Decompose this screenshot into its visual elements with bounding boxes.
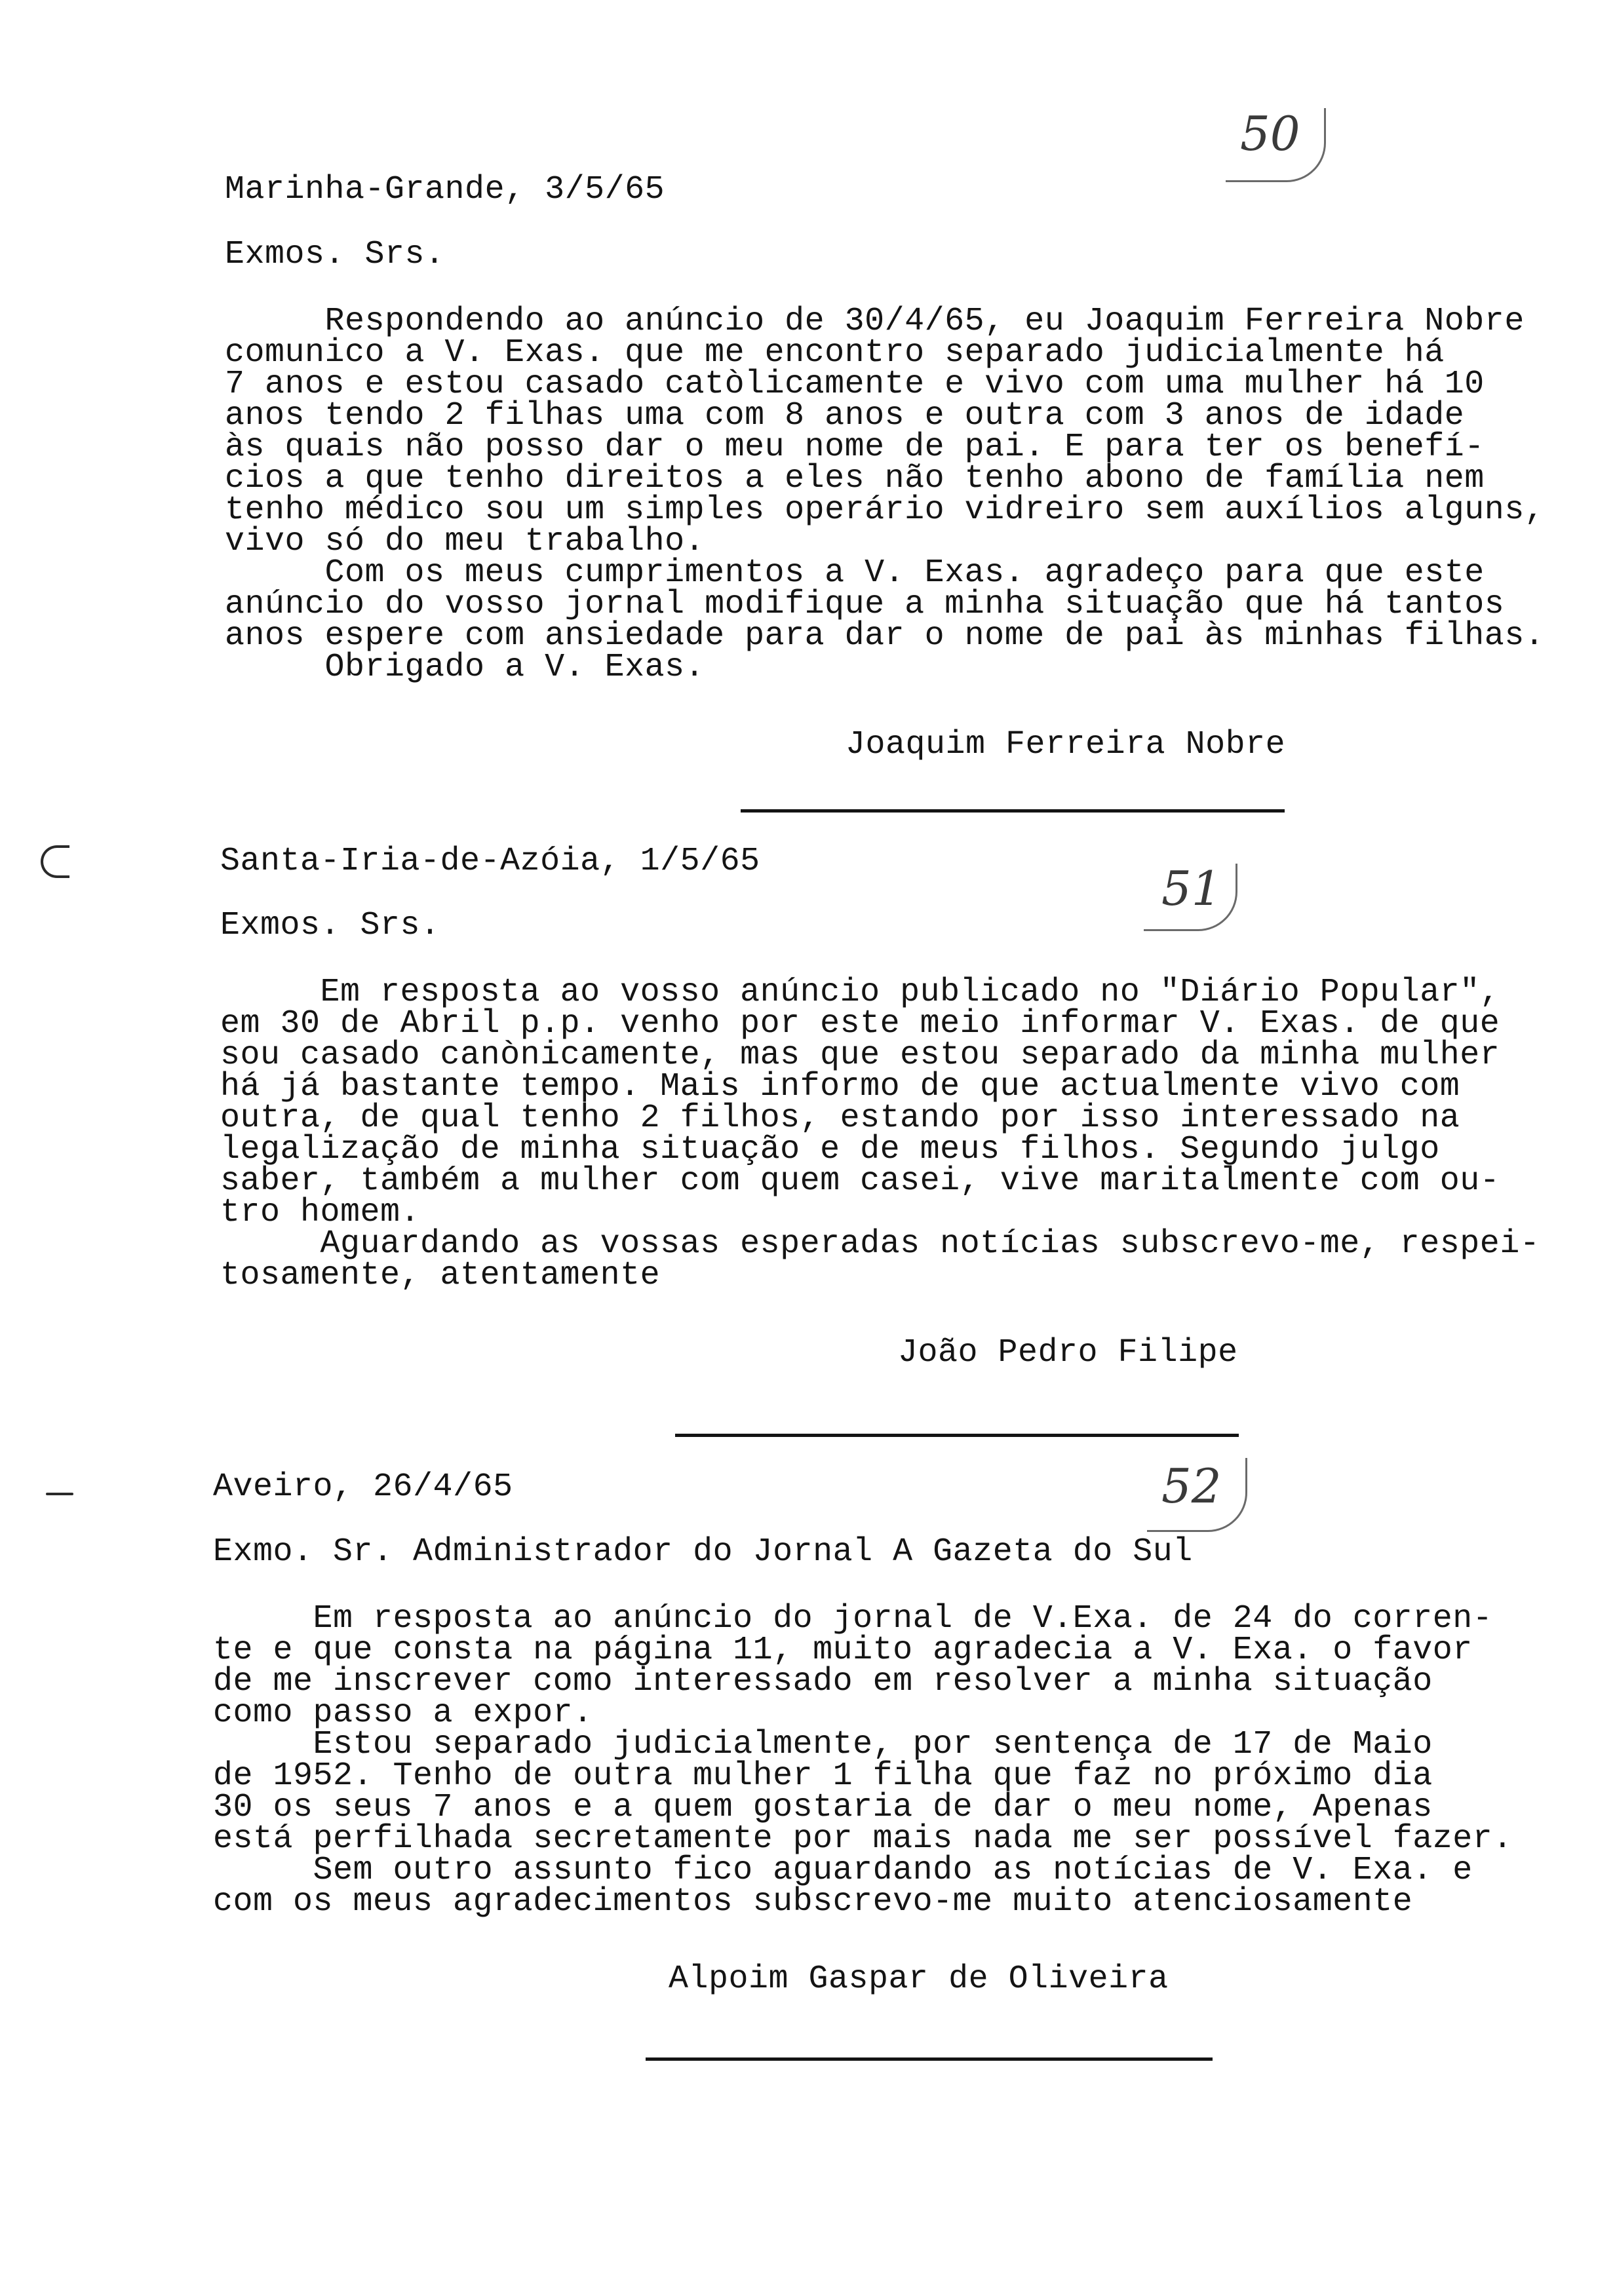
letter-1-body-line: tenho médico sou um simples operário vidreiro sem auxílios alguns, [225, 491, 1545, 529]
page-number-1: 50 [1240, 106, 1300, 161]
letter-2-place-date: Santa-Iria-de-Azóia, 1/5/65 [220, 843, 760, 880]
letter-1-body-line: anos espere com ansiedade para dar o nome de pai às minhas filhas. [225, 617, 1545, 655]
letter-3-body-line: te e que consta na página 11, muito agradecia a V. Exa. o favor [213, 1632, 1473, 1669]
letter-1-body-line: anúncio do vosso jornal modifique a minha situação que há tantos [225, 586, 1505, 623]
page-number-2-circle [1144, 861, 1237, 931]
letter-1-body-line: 7 anos e estou casado catòlicamente e vivo com uma mulher há 10 [225, 366, 1485, 403]
letter-2-body-line: tosamente, atentamente [220, 1257, 661, 1294]
letter-3-body-line: com os meus agradecimentos subscrevo-me muito atenciosamente [213, 1883, 1413, 1921]
letter-3-divider [646, 2057, 1213, 2061]
letter-2-signature: João Pedro Filipe [898, 1334, 1238, 1371]
letter-2-body-line: Em resposta ao vosso anúncio publicado no "Diário Popular", [220, 974, 1500, 1011]
letter-1-salutation: Exmos. Srs. [225, 236, 445, 273]
margin-bracket-mark [41, 845, 69, 878]
letter-2-divider [675, 1434, 1239, 1437]
page-number-1-circle [1226, 108, 1326, 182]
letter-3-body-line: de me inscrever como interessado em resolver a minha situação [213, 1663, 1433, 1700]
letter-1-body-line: comunico a V. Exas. que me encontro separado judicialmente há [225, 334, 1445, 372]
letter-1-body-line: Obrigado a V. Exas. [225, 649, 705, 686]
page-number-2: 51 [1161, 861, 1222, 916]
letter-3-body-line: Sem outro assunto fico aguardando as notícias de V. Exa. e [213, 1852, 1473, 1889]
letter-3-body-line: 30 os seus 7 anos e a quem gostaria de dar o meu nome, Apenas [213, 1789, 1433, 1826]
letter-2-body-line: há já bastante tempo. Mais informo de que actualmente vivo com [220, 1068, 1460, 1105]
page-number-3: 52 [1161, 1459, 1222, 1514]
letter-2-salutation: Exmos. Srs. [220, 907, 440, 944]
letter-1-place-date: Marinha-Grande, 3/5/65 [225, 171, 665, 208]
letter-3-body-line: como passo a expor. [213, 1694, 593, 1732]
letter-2-body-line: outra, de qual tenho 2 filhos, estando por isso interessado na [220, 1100, 1460, 1137]
letter-1-body-line: Com os meus cumprimentos a V. Exas. agradeço para que este [225, 554, 1485, 592]
letter-1-body-line: vivo só do meu trabalho. [225, 523, 705, 560]
letter-2-body-line: Aguardando as vossas esperadas notícias subscrevo-me, respei- [220, 1225, 1540, 1263]
letter-1-body-line: cios a que tenho direitos a eles não tenho abono de família nem [225, 460, 1485, 497]
letter-2-body-line: em 30 de Abril p.p. venho por este meio informar V. Exas. de que [220, 1005, 1500, 1043]
letter-1-body-line: anos tendo 2 filhas uma com 8 anos e outra com 3 anos de idade [225, 397, 1465, 434]
letter-1-body-line: às quais não posso dar o meu nome de pai. E para ter os benefí- [225, 429, 1485, 466]
letter-1-signature: Joaquim Ferreira Nobre [846, 726, 1286, 763]
letter-3-body-line: de 1952. Tenho de outra mulher 1 filha que faz no próximo dia [213, 1757, 1433, 1795]
page-number-3-circle [1147, 1458, 1247, 1532]
letter-3-body-line: Estou separado judicialmente, por sentença de 17 de Maio [213, 1726, 1433, 1763]
letter-3-signature: Alpoim Gaspar de Oliveira [669, 1961, 1169, 1998]
margin-tick-mark [46, 1493, 73, 1495]
letter-2-body-line: legalização de minha situação e de meus filhos. Segundo julgo [220, 1131, 1440, 1168]
letter-1-divider [741, 809, 1285, 813]
letter-3-body-line: Em resposta ao anúncio do jornal de V.Exa. de 24 do corren- [213, 1600, 1493, 1637]
letter-3-place-date: Aveiro, 26/4/65 [213, 1468, 513, 1506]
letter-2-body-line: tro homem. [220, 1194, 421, 1231]
letter-2-body-line: saber, também a mulher com quem casei, vive maritalmente com ou- [220, 1162, 1500, 1200]
letter-3-salutation: Exmo. Sr. Administrador do Jornal A Gazeta do Sul [213, 1533, 1193, 1571]
letter-1-body-line: Respondendo ao anúncio de 30/4/65, eu Joaquim Ferreira Nobre [225, 303, 1525, 340]
letter-3-body-line: está perfilhada secretamente por mais nada me ser possível fazer. [213, 1820, 1513, 1858]
letter-2-body-line: sou casado canònicamente, mas que estou separado da minha mulher [220, 1037, 1500, 1074]
